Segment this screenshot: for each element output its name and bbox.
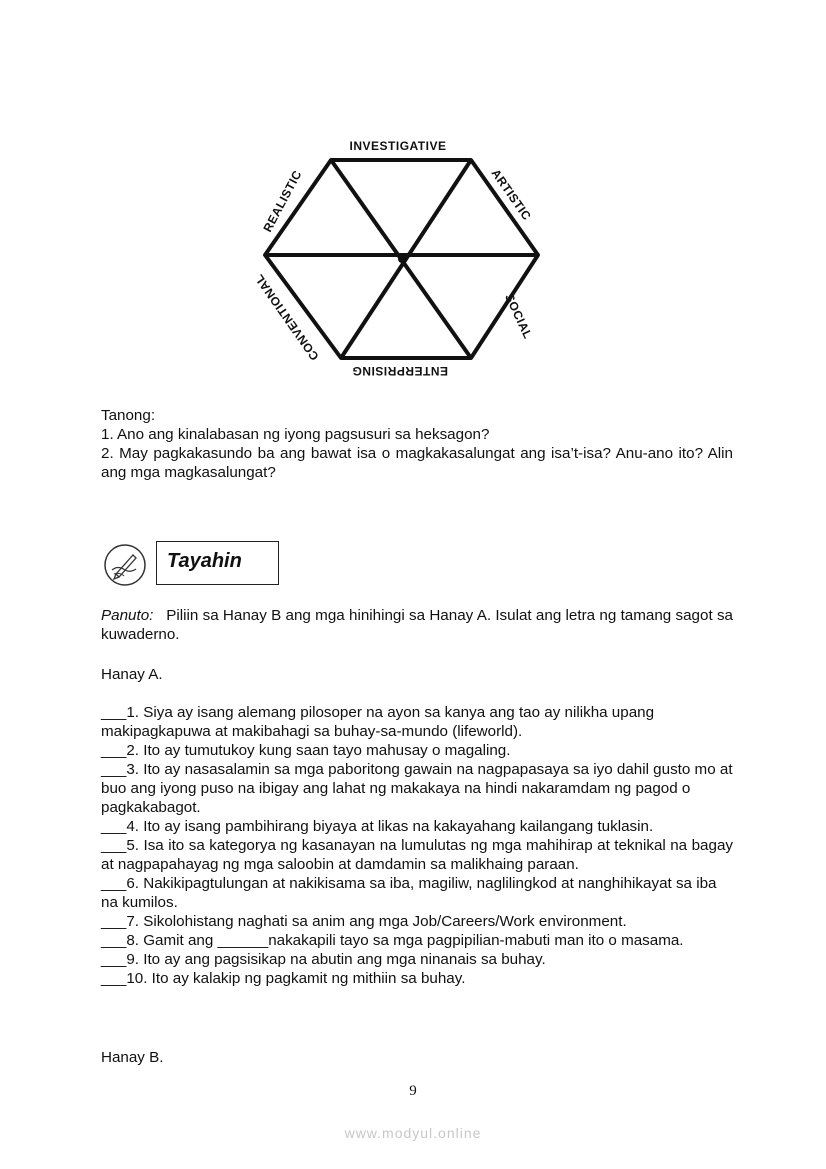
list-item: ___3. Ito ay nasasalamin sa mga paboritong gawain na nagpapasaya sa iyo dahil gusto mo at buo ang iyong puso na ibigay ang lahat ng makakaya na hindi nakaramdam ng pagod o pagkakabagot. — [101, 761, 733, 816]
label-realistic: REALISTIC — [260, 167, 305, 235]
pencil-hand-icon — [103, 543, 147, 587]
list-item: ___9. Ito ay ang pagsisikap na abutin ang mga ninanais sa buhay. — [101, 951, 546, 968]
list-item: ___5. Isa ito sa kategorya ng kasanayan na lumulutas ng mga mahihirap at teknikal na bagay at nagpapahayag ng mga saloobin at damdamin sa malikhaing paraan. — [101, 837, 733, 873]
questions-section — [101, 406, 733, 482]
holland-hexagon-diagram — [230, 128, 560, 383]
list-item: ___7. Sikolohistang naghati sa anim ang mga Job/Careers/Work environment. — [101, 913, 627, 930]
label-investigative: INVESTIGATIVE — [349, 139, 447, 153]
watermark: www.modyul.online — [344, 1125, 482, 1141]
section-title: Tayahin — [167, 550, 242, 572]
label-conventional: CONVENTIONAL — [251, 271, 322, 364]
questions-heading: Tanong: — [101, 407, 156, 424]
label-enterprising: ENTERPRISING — [351, 364, 449, 378]
list-item: ___4. Ito ay isang pambihirang biyaya at likas na kakayahang kailangang tuklasin. — [101, 818, 654, 835]
question-1: 1. Ano ang kinalabasan ng iyong pagsusuri sa heksagon? — [101, 426, 490, 443]
list-item: ___2. Ito ay tumutukoy kung saan tayo mahusay o magaling. — [101, 742, 511, 759]
hanay-a-heading: Hanay A. — [101, 666, 163, 683]
question-2: 2. May pagkakasundo ba ang bawat isa o magkakasalungat ang isa’t-isa? Anu-ano ito? Alin ang mga magkasalungat? — [101, 445, 733, 481]
directions-label: Panuto: — [101, 607, 154, 624]
list-item: ___6. Nakikipagtulungan at nakikisama sa iba, magiliw, naglilingkod at nanghihikayat sa iba na kumilos. — [101, 875, 717, 911]
label-artistic: ARTISTIC — [488, 166, 535, 224]
list-item: ___1. Siya ay isang alemang pilosoper na ayon sa kanya ang tao ay nilikha upang makipagkapuwa at makibahagi sa buhay-sa-mundo (lifeworld). — [101, 704, 655, 740]
list-item: ___10. Ito ay kalakip ng pagkamit ng mithiin sa buhay. — [101, 970, 466, 987]
section-title-box — [156, 541, 279, 585]
label-social: SOCIAL — [502, 291, 536, 342]
directions-text: Piliin sa Hanay B ang mga hinihingi sa Hanay A. Isulat ang letra ng tamang sagot sa kuwaderno. — [101, 607, 733, 643]
list-item: ___8. Gamit ang ______nakakapili tayo sa mga pagpipilian-mabuti man ito o masama. — [101, 932, 684, 949]
page-number: 9 — [409, 1083, 417, 1099]
hexagon-center-dot — [398, 255, 406, 263]
hanay-b-heading: Hanay B. — [101, 1049, 164, 1066]
directions — [101, 606, 733, 644]
hanay-a-items — [101, 703, 733, 988]
